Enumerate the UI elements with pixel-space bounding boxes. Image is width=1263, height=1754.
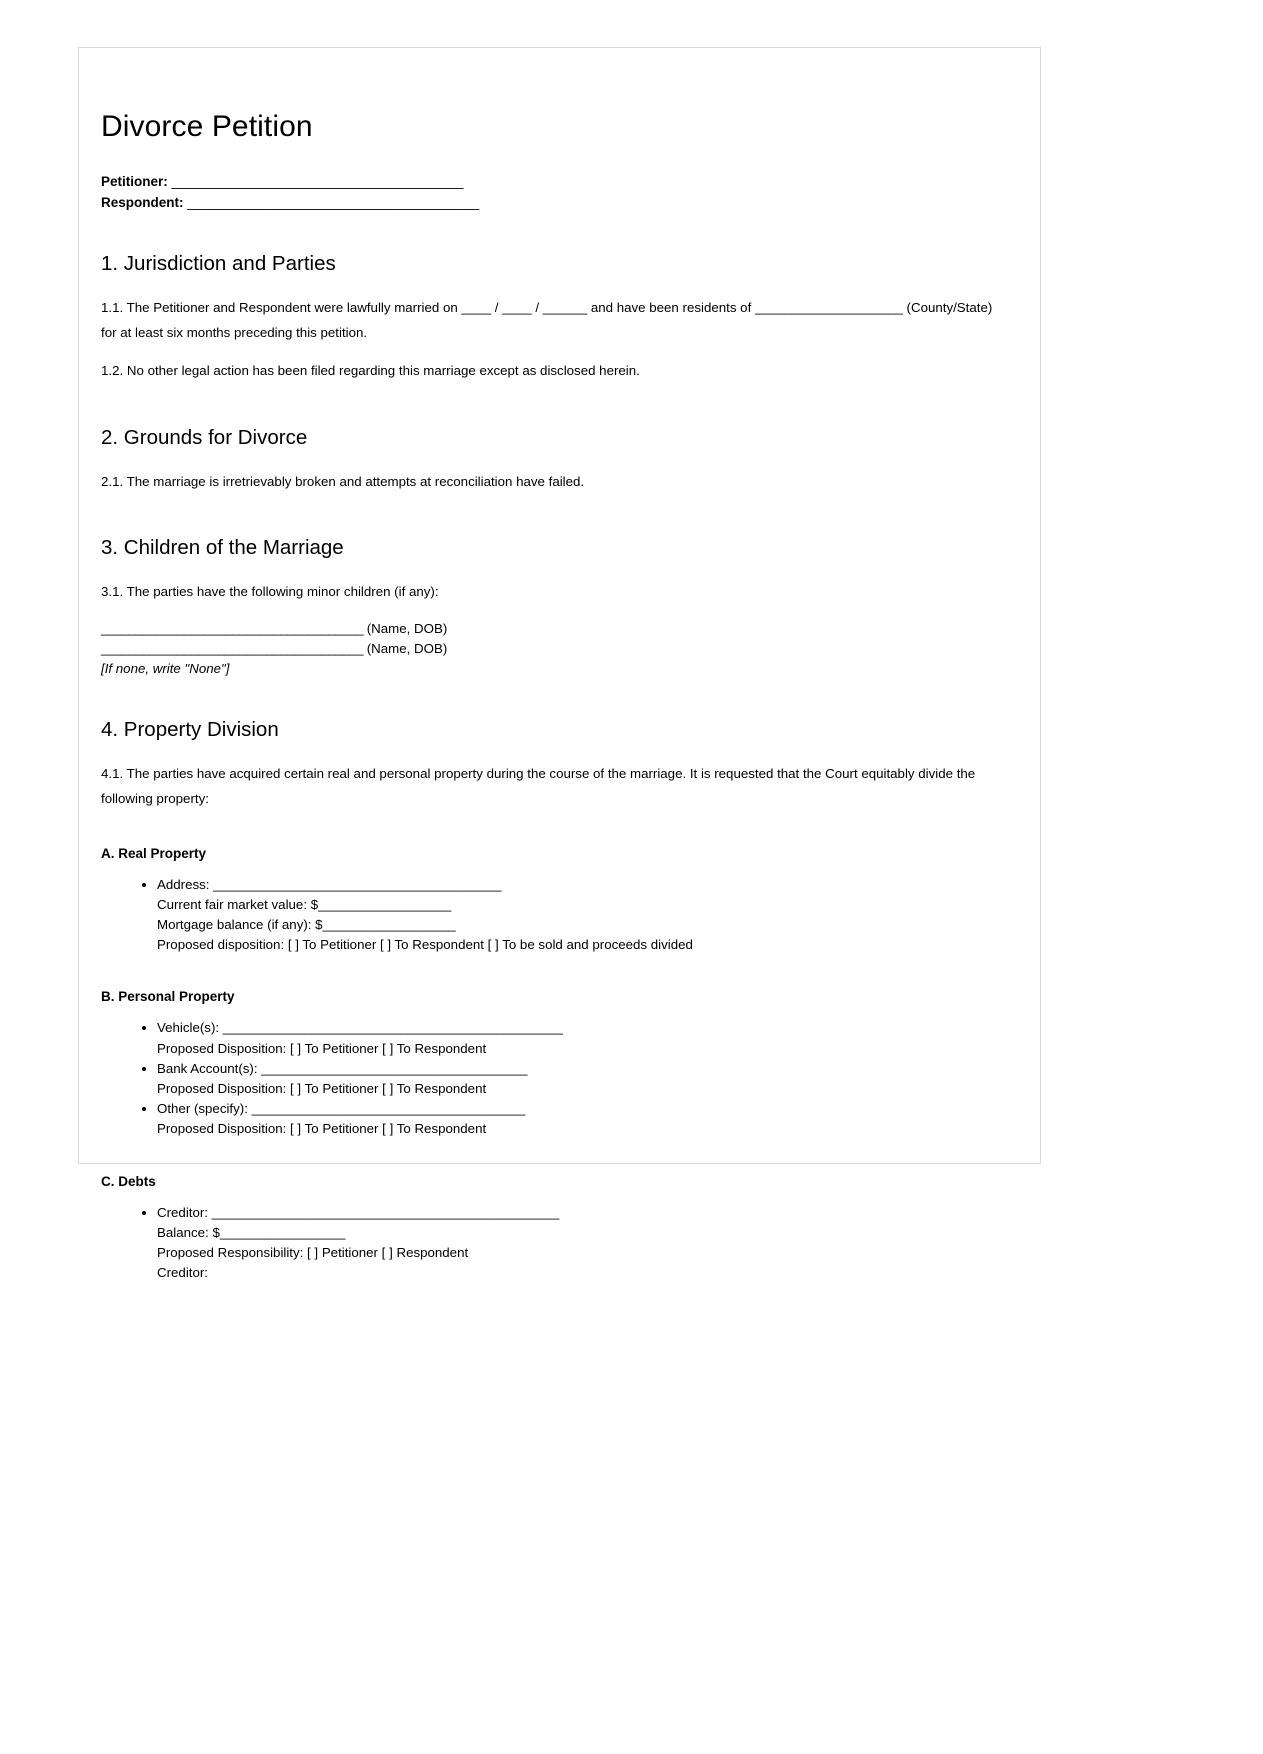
real-property-mortgage-balance: Mortgage balance (if any): $__________________ xyxy=(157,916,456,932)
debt-responsibility: Proposed Responsibility: [ ] Petitioner [ ] Respondent xyxy=(157,1245,469,1260)
child-blank: ______________________________________ xyxy=(101,620,364,636)
bank-accounts-field: • Bank Account(s): ____________________________________ xyxy=(157,1060,528,1076)
debts-list xyxy=(101,1203,996,1284)
section-heading-children: 3. Children of the Marriage xyxy=(101,536,344,560)
clause-4-1: 4.1. The parties have acquired certain real and personal property during the course of the marriage. It is requested that the Court equitably divide the following property: xyxy=(101,766,976,806)
section-heading-jurisdiction: 1. Jurisdiction and Parties xyxy=(101,252,336,275)
other-property-field: • Other (specify): _____________________________________ xyxy=(157,1101,526,1117)
vehicles-field: • Vehicle(s): ______________________________________________ xyxy=(157,1020,563,1036)
list-item xyxy=(157,1018,996,1058)
child-entry-line xyxy=(101,639,996,659)
child-caption: (Name, DOB) xyxy=(366,620,448,636)
list-item xyxy=(157,1059,996,1099)
document-page xyxy=(78,47,1041,1281)
petitioner-line xyxy=(101,174,996,189)
real-property-address: • Address: _______________________________________ xyxy=(157,876,502,892)
real-property-list xyxy=(101,875,996,956)
section-heading-property: 4. Property Division xyxy=(101,718,279,742)
petitioner-label: Petitioner: xyxy=(101,174,168,189)
respondent-label: Respondent: xyxy=(101,195,184,210)
clause-2-1: 2.1. The marriage is irretrievably broken and attempts at reconciliation have failed. xyxy=(101,473,585,489)
personal-property-list xyxy=(101,1018,996,1139)
children-none-note: [If none, write "None"] xyxy=(101,661,230,677)
real-property-disposition: Proposed disposition: [ ] To Petitioner [ ] To Respondent [ ] To be sold and proceeds divided xyxy=(157,937,693,953)
list-item xyxy=(157,1099,996,1139)
bank-accounts-disposition: Proposed Disposition: [ ] To Petitioner [ ] To Respondent xyxy=(157,1080,487,1096)
subsection-heading-personal-property: B. Personal Property xyxy=(101,989,235,1005)
document-body xyxy=(79,48,1040,1283)
debt-creditor-field: • Creditor: _______________________________________________ xyxy=(157,1204,560,1220)
clause-1-1: 1.1. The Petitioner and Respondent were lawfully married on ____ / ____ / ______ and have been residents of ____________________ (County/State) for at least six months preceding this petition. xyxy=(101,300,993,340)
clause-3-1: 3.1. The parties have the following minor children (if any): xyxy=(101,584,439,600)
list-item xyxy=(157,875,996,956)
section-heading-grounds: 2. Grounds for Divorce xyxy=(101,425,308,449)
subsection-heading-real-property: A. Real Property xyxy=(101,845,207,861)
other-property-disposition: Proposed Disposition: [ ] To Petitioner [ ] To Respondent xyxy=(157,1121,487,1137)
child-entry-line xyxy=(101,619,996,639)
petitioner-blank: _________________________________________ xyxy=(171,174,463,189)
subsection-heading-debts: C. Debts xyxy=(101,1173,156,1189)
list-item xyxy=(157,1203,996,1284)
page-title: Divorce Petition xyxy=(101,110,313,143)
respondent-blank: _________________________________________ xyxy=(187,195,479,210)
debt-creditor-field-truncated: Creditor: xyxy=(157,1265,208,1281)
clause-1-2: 1.2. No other legal action has been filed regarding this marriage except as disclosed herein. xyxy=(101,363,640,379)
child-blank: ______________________________________ xyxy=(101,641,364,657)
vehicles-disposition: Proposed Disposition: [ ] To Petitioner [ ] To Respondent xyxy=(157,1040,487,1056)
respondent-line xyxy=(101,195,996,210)
child-caption: (Name, DOB) xyxy=(366,641,448,657)
real-property-market-value: Current fair market value: $__________________ xyxy=(157,896,452,912)
debt-balance-field: Balance: $_________________ xyxy=(157,1224,346,1240)
